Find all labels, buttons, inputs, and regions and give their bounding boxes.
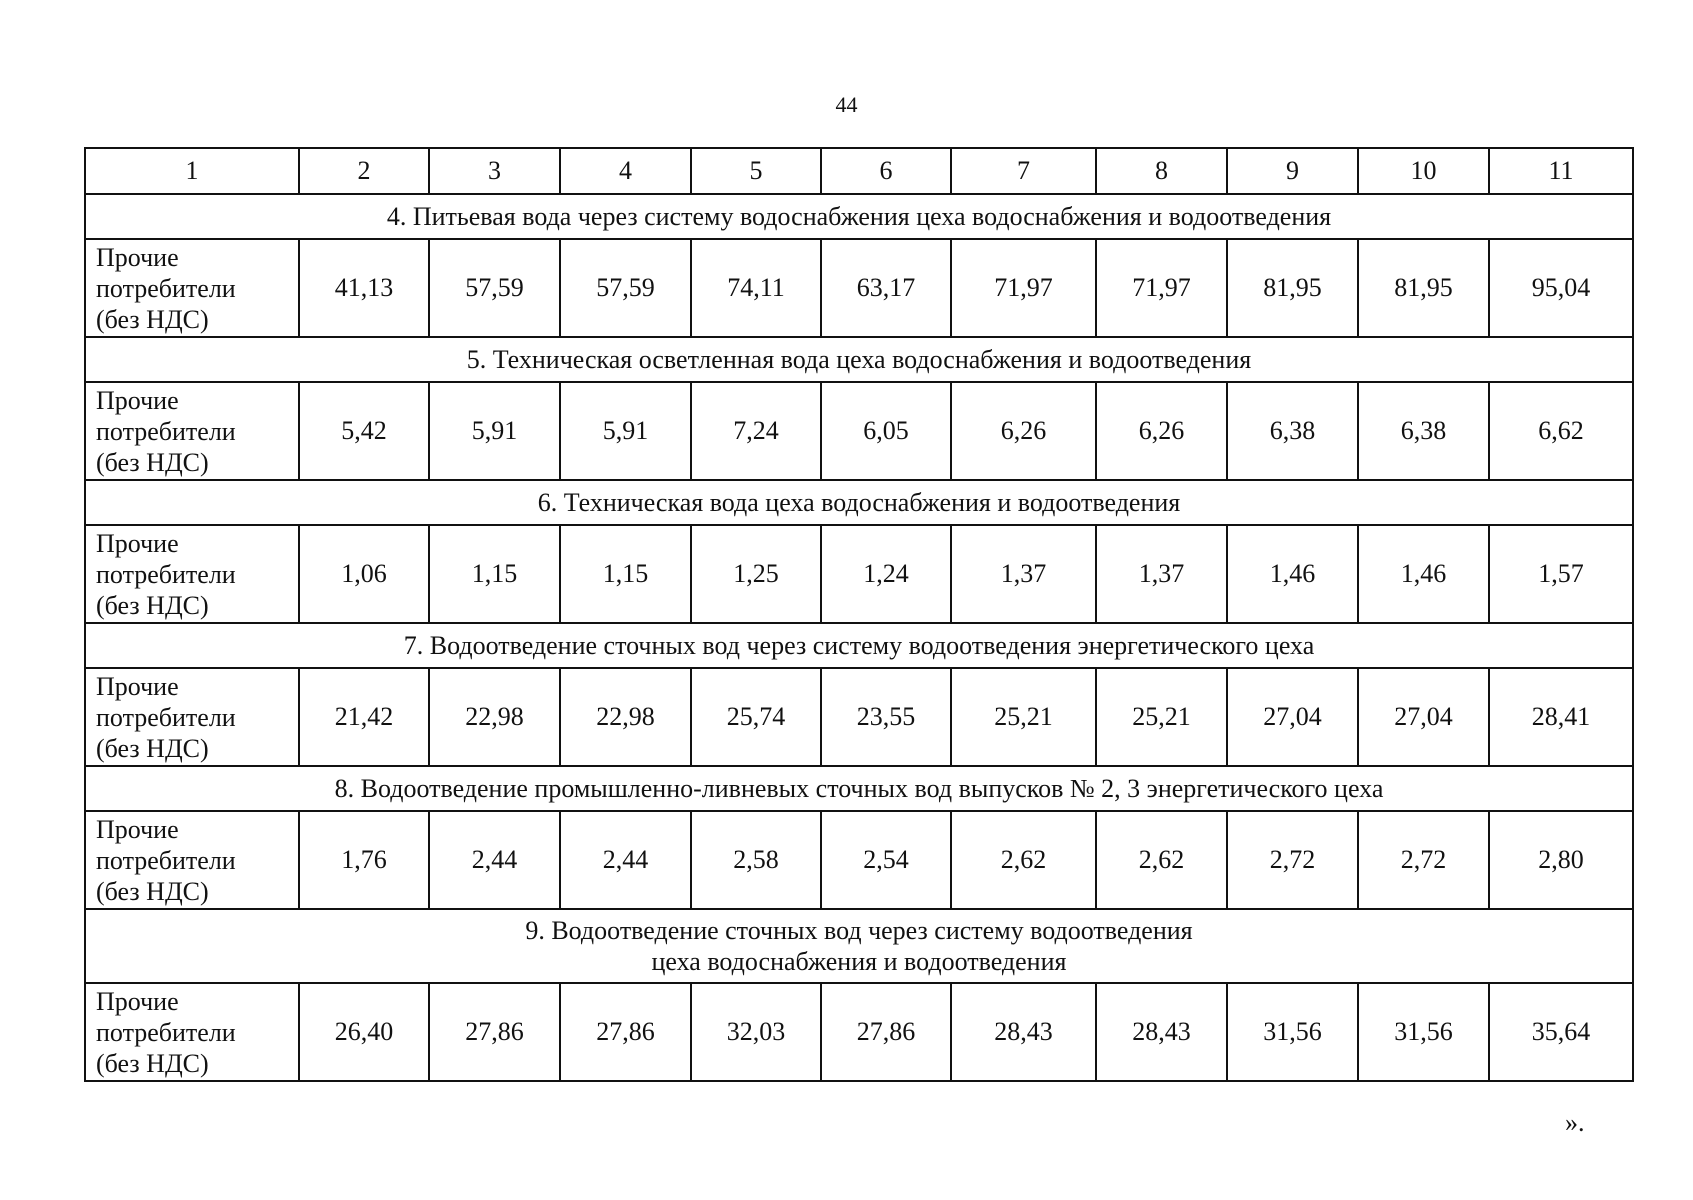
consumer-label-line: потребители bbox=[96, 845, 236, 875]
tariff-value-cell: 1,37 bbox=[1096, 525, 1227, 623]
tariff-value-cell: 5,91 bbox=[560, 382, 691, 480]
tariff-value-cell: 25,74 bbox=[691, 668, 821, 766]
column-number-cell: 1 bbox=[85, 148, 299, 194]
column-number-row bbox=[85, 148, 1633, 194]
tariff-value-cell: 1,46 bbox=[1227, 525, 1358, 623]
consumer-label-line: потребители bbox=[96, 559, 236, 589]
tariff-value-cell: 27,86 bbox=[560, 983, 691, 1081]
tariff-table bbox=[84, 147, 1634, 1082]
tariff-value-cell: 27,04 bbox=[1227, 668, 1358, 766]
tariff-value-cell: 25,21 bbox=[1096, 668, 1227, 766]
consumer-label-cell bbox=[85, 239, 299, 337]
tariff-value-cell: 31,56 bbox=[1358, 983, 1489, 1081]
tariff-value-cell: 6,26 bbox=[951, 382, 1096, 480]
tariff-value-cell: 32,03 bbox=[691, 983, 821, 1081]
consumer-label-line: (без НДС) bbox=[96, 1048, 209, 1078]
tariff-value-cell: 22,98 bbox=[429, 668, 560, 766]
table-row bbox=[85, 239, 1633, 337]
tariff-value-cell: 1,24 bbox=[821, 525, 951, 623]
consumer-label-line: потребители bbox=[96, 416, 236, 446]
section-title bbox=[85, 337, 1633, 382]
tariff-value-cell: 6,38 bbox=[1227, 382, 1358, 480]
column-number-cell: 8 bbox=[1096, 148, 1227, 194]
tariff-value-cell: 6,38 bbox=[1358, 382, 1489, 480]
table-row bbox=[85, 668, 1633, 766]
consumer-label-line: (без НДС) bbox=[96, 447, 209, 477]
consumer-label-line: потребители bbox=[96, 1017, 236, 1047]
consumer-label-line: (без НДС) bbox=[96, 304, 209, 334]
tariff-value-cell: 5,91 bbox=[429, 382, 560, 480]
tariff-value-cell: 1,76 bbox=[299, 811, 429, 909]
tariff-value-cell: 2,62 bbox=[1096, 811, 1227, 909]
column-number-cell: 11 bbox=[1489, 148, 1633, 194]
tariff-value-cell: 1,15 bbox=[429, 525, 560, 623]
table-row bbox=[85, 811, 1633, 909]
column-number-cell: 5 bbox=[691, 148, 821, 194]
section-title-row bbox=[85, 909, 1633, 983]
tariff-value-cell: 81,95 bbox=[1358, 239, 1489, 337]
section-title-line: цеха водоснабжения и водоотведения bbox=[651, 947, 1067, 976]
section-title-line: 6. Техническая вода цеха водоснабжения и водоотведения bbox=[537, 488, 1181, 517]
tariff-value-cell: 1,25 bbox=[691, 525, 821, 623]
tariff-value-cell: 28,41 bbox=[1489, 668, 1633, 766]
consumer-label-line: (без НДС) bbox=[96, 876, 209, 906]
tariff-value-cell: 2,44 bbox=[429, 811, 560, 909]
tariff-value-cell: 1,57 bbox=[1489, 525, 1633, 623]
tariff-value-cell: 23,55 bbox=[821, 668, 951, 766]
tariff-value-cell: 22,98 bbox=[560, 668, 691, 766]
column-number-cell: 9 bbox=[1227, 148, 1358, 194]
section-title-line: 7. Водоотведение сточных вод через систему водоотведения энергетического цеха bbox=[403, 631, 1315, 660]
tariff-value-cell: 81,95 bbox=[1227, 239, 1358, 337]
tariff-value-cell: 2,54 bbox=[821, 811, 951, 909]
table-row bbox=[85, 983, 1633, 1081]
consumer-label-line: Прочие bbox=[96, 385, 179, 415]
section-title bbox=[85, 480, 1633, 525]
column-number-cell: 3 bbox=[429, 148, 560, 194]
section-title-line: 4. Питьевая вода через систему водоснабжения цеха водоснабжения и водоотведения bbox=[386, 202, 1332, 231]
tariff-value-cell: 57,59 bbox=[429, 239, 560, 337]
table-row bbox=[85, 382, 1633, 480]
tariff-value-cell: 2,72 bbox=[1358, 811, 1489, 909]
section-title-row bbox=[85, 194, 1633, 239]
tariff-value-cell: 74,11 bbox=[691, 239, 821, 337]
section-title bbox=[85, 194, 1633, 239]
tariff-value-cell: 2,44 bbox=[560, 811, 691, 909]
consumer-label-line: Прочие bbox=[96, 814, 179, 844]
section-title-line: 9. Водоотведение сточных вод через систему водоотведения bbox=[525, 916, 1193, 945]
consumer-label-cell bbox=[85, 668, 299, 766]
tariff-value-cell: 71,97 bbox=[951, 239, 1096, 337]
tariff-value-cell: 41,13 bbox=[299, 239, 429, 337]
consumer-label-line: Прочие bbox=[96, 242, 179, 272]
consumer-label-cell bbox=[85, 811, 299, 909]
tariff-value-cell: 26,40 bbox=[299, 983, 429, 1081]
tariff-value-cell: 28,43 bbox=[951, 983, 1096, 1081]
consumer-label-line: потребители bbox=[96, 702, 236, 732]
tariff-value-cell: 1,15 bbox=[560, 525, 691, 623]
tariff-value-cell: 6,62 bbox=[1489, 382, 1633, 480]
consumer-label-cell bbox=[85, 983, 299, 1081]
consumer-label-line: (без НДС) bbox=[96, 733, 209, 763]
tariff-value-cell: 7,24 bbox=[691, 382, 821, 480]
page-number: 44 bbox=[835, 92, 858, 117]
tariff-value-cell: 1,37 bbox=[951, 525, 1096, 623]
consumer-label-line: (без НДС) bbox=[96, 590, 209, 620]
consumer-label-line: Прочие bbox=[96, 671, 179, 701]
tariff-value-cell: 71,97 bbox=[1096, 239, 1227, 337]
section-title-row bbox=[85, 623, 1633, 668]
tariff-value-cell: 25,21 bbox=[951, 668, 1096, 766]
section-title-row bbox=[85, 480, 1633, 525]
tariff-value-cell: 6,26 bbox=[1096, 382, 1227, 480]
column-number-cell: 4 bbox=[560, 148, 691, 194]
closing-quote-mark: ». bbox=[1565, 1108, 1585, 1137]
section-title bbox=[85, 623, 1633, 668]
tariff-value-cell: 1,06 bbox=[299, 525, 429, 623]
tariff-value-cell: 27,86 bbox=[821, 983, 951, 1081]
consumer-label-cell bbox=[85, 525, 299, 623]
tariff-value-cell: 27,04 bbox=[1358, 668, 1489, 766]
section-title-row bbox=[85, 766, 1633, 811]
tariff-value-cell: 2,72 bbox=[1227, 811, 1358, 909]
consumer-label-line: Прочие bbox=[96, 528, 179, 558]
table-body bbox=[85, 148, 1633, 1081]
consumer-label-cell bbox=[85, 382, 299, 480]
tariff-value-cell: 63,17 bbox=[821, 239, 951, 337]
tariff-value-cell: 28,43 bbox=[1096, 983, 1227, 1081]
tariff-value-cell: 31,56 bbox=[1227, 983, 1358, 1081]
column-number-cell: 6 bbox=[821, 148, 951, 194]
column-number-cell: 2 bbox=[299, 148, 429, 194]
section-title-line: 5. Техническая осветленная вода цеха водоснабжения и водоотведения bbox=[466, 345, 1252, 374]
tariff-value-cell: 35,64 bbox=[1489, 983, 1633, 1081]
tariff-value-cell: 1,46 bbox=[1358, 525, 1489, 623]
tariff-value-cell: 27,86 bbox=[429, 983, 560, 1081]
section-title bbox=[85, 766, 1633, 811]
tariff-value-cell: 21,42 bbox=[299, 668, 429, 766]
column-number-cell: 7 bbox=[951, 148, 1096, 194]
section-title-line: 8. Водоотведение промышленно-ливневых сточных вод выпусков № 2, 3 энергетического цеха bbox=[334, 774, 1384, 803]
tariff-value-cell: 2,62 bbox=[951, 811, 1096, 909]
column-number-cell: 10 bbox=[1358, 148, 1489, 194]
tariff-value-cell: 57,59 bbox=[560, 239, 691, 337]
tariff-value-cell: 2,80 bbox=[1489, 811, 1633, 909]
section-title-row bbox=[85, 337, 1633, 382]
consumer-label-line: потребители bbox=[96, 273, 236, 303]
table-row bbox=[85, 525, 1633, 623]
tariff-value-cell: 6,05 bbox=[821, 382, 951, 480]
section-title bbox=[85, 909, 1633, 983]
consumer-label-line: Прочие bbox=[96, 986, 179, 1016]
tariff-value-cell: 95,04 bbox=[1489, 239, 1633, 337]
tariff-value-cell: 2,58 bbox=[691, 811, 821, 909]
tariff-value-cell: 5,42 bbox=[299, 382, 429, 480]
